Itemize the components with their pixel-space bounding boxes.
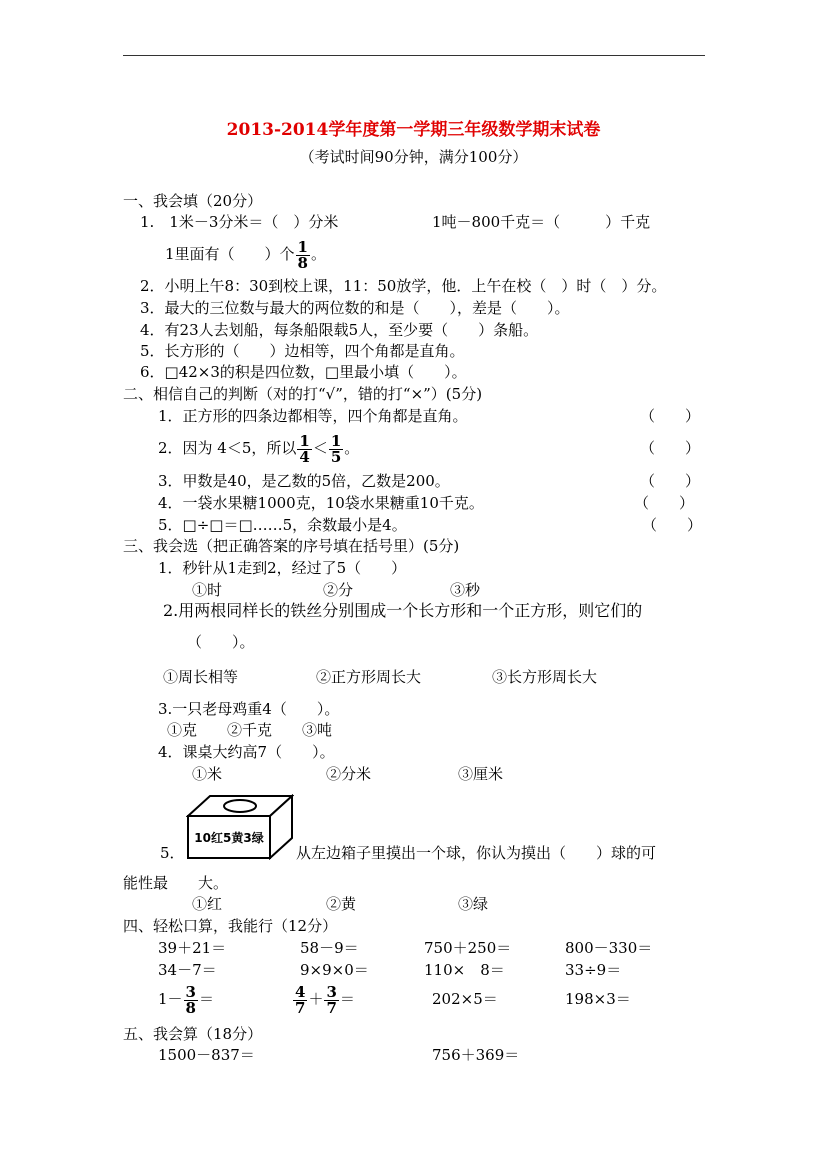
s3-q5-option-1: ①红 xyxy=(192,895,223,913)
box-label: 10红5黄3绿 xyxy=(194,831,264,845)
s3-q1: 1．秒针从1走到2，经过了5（ ） xyxy=(158,559,407,577)
s1-q1c-pre: 1里面有（ ）个 xyxy=(165,245,295,263)
s1-q5: 5．长方形的（ ）边相等，四个角都是直角。 xyxy=(140,342,465,360)
section-5-heading: 五、我会算（18分） xyxy=(123,1025,263,1043)
s2-q1-paren: （ ） xyxy=(640,407,701,425)
section-3-heading: 三、我会选（把正确答案的序号填在括号里）(5分) xyxy=(123,537,460,555)
fraction-four-sevenths: $\frac{4}{7}$ xyxy=(295,982,306,1017)
s4-r3-c3: 202×5＝ xyxy=(432,990,498,1008)
s1-q1b: 1吨－800千克＝（ ）千克 xyxy=(432,213,651,231)
s3-q4-option-2: ②分米 xyxy=(326,765,372,783)
s2-q2-paren: （ ） xyxy=(640,439,701,457)
s4-r2-c3: 110× 8＝ xyxy=(424,961,505,979)
s3-q1-option-2: ②分 xyxy=(323,581,354,599)
s4-r1-c3: 750＋250＝ xyxy=(424,939,512,957)
s3-q3: 3.一只老母鸡重4（ ）。 xyxy=(158,700,340,718)
s2-q5: 5．□÷□＝□……5，余数最小是4。 xyxy=(158,516,407,534)
fraction-three-sevenths: $\frac{3}{7}$ xyxy=(326,982,337,1017)
s2-q1: 1．正方形的四条边都相等，四个角都是直角。 xyxy=(158,407,468,425)
s1-q1c: 1里面有（ ）个 $\frac{1}{8}$ 。 xyxy=(165,237,326,272)
s3-q3-options: ①克 ②千克 ③吨 xyxy=(167,721,333,739)
header-rule xyxy=(123,55,705,56)
s3-q5-text: 从左边箱子里摸出一个球，你认为摸出（ ）球的可 xyxy=(296,844,657,862)
s4-r2-c4: 33÷9＝ xyxy=(565,961,622,979)
s4-r2-c1: 34－7＝ xyxy=(158,961,217,979)
s3-q2: 2.用两根同样长的铁丝分别围成一个长方形和一个正方形，则它们的 xyxy=(163,601,643,620)
s1-q1a: 1. 1米－3分米＝（ ）分米 xyxy=(140,213,339,231)
s3-q2-option-3: ③长方形周长大 xyxy=(492,668,598,686)
s4-r1-c1: 39＋21＝ xyxy=(158,939,227,957)
section-4-heading: 四、轻松口算，我能行（12分） xyxy=(123,917,338,935)
s3-q2-cont: （ ）。 xyxy=(187,633,255,651)
s3-q5-option-3: ③绿 xyxy=(458,895,489,913)
s1-q4: 4．有23人去划船，每条船限载5人，至少要（ ）条船。 xyxy=(140,321,539,339)
fraction-one-fourth: $\frac{1}{4}$ xyxy=(299,431,310,466)
section-1-heading: 一、我会填（20分） xyxy=(123,192,263,210)
s2-q2: 2．因为 4＜5，所以 $\frac{1}{4}$ ＜ $\frac{1}{5}$ 。 xyxy=(158,431,360,466)
s3-q2-option-1: ①周长相等 xyxy=(163,668,239,686)
s4-r3-c1: 1－ $\frac{3}{8}$ ＝ xyxy=(158,982,214,1017)
s3-q4-option-3: ③厘米 xyxy=(458,765,504,783)
s5-q2: 756＋369＝ xyxy=(432,1046,520,1064)
s2-q3: 3．甲数是40，是乙数的5倍，乙数是200。 xyxy=(158,472,450,490)
s4-r1-c2: 58－9＝ xyxy=(300,939,359,957)
exam-title: 2013-2014学年度第一学期三年级数学期末试卷 xyxy=(226,120,601,140)
s2-q4: 4．一袋水果糖1000克，10袋水果糖重10千克。 xyxy=(158,494,484,512)
s3-q1-option-1: ①时 xyxy=(192,581,223,599)
exam-subtitle: （考试时间90分钟，满分100分） xyxy=(299,148,528,166)
s2-q4-paren: （ ） xyxy=(634,494,695,512)
s3-q2-option-2: ②正方形周长大 xyxy=(316,668,422,686)
fraction-one-fifth: $\frac{1}{5}$ xyxy=(330,431,342,466)
s3-q1-option-3: ③秒 xyxy=(450,581,481,599)
s4-r3-c4: 198×3＝ xyxy=(565,990,631,1008)
fraction-three-eighths: $\frac{3}{8}$ xyxy=(185,982,196,1017)
s1-q6: 6．□42×3的积是四位数，□里最小填（ ）。 xyxy=(140,363,467,381)
s4-r2-c2: 9×9×0＝ xyxy=(300,961,369,979)
section-2-heading: 二、相信自己的判断（对的打“√”，错的打“×”）(5分) xyxy=(123,385,483,403)
s3-q5-number: 5． xyxy=(160,844,185,862)
s1-q3: 3．最大的三位数与最大的两位数的和是（ ），差是（ ）。 xyxy=(140,299,570,317)
s2-q3-paren: （ ） xyxy=(640,472,701,490)
s1-q2: 2．小明上午8：30到校上课，11：50放学，他．上午在校（ ）时（ ）分。 xyxy=(140,277,667,295)
fraction-one-eighth: $\frac{1}{8}$ xyxy=(297,237,308,272)
s3-q5-option-2: ②黄 xyxy=(326,895,357,913)
ball-box-image xyxy=(186,794,294,860)
s4-r1-c4: 800－330＝ xyxy=(565,939,653,957)
s5-q1: 1500－837＝ xyxy=(158,1046,255,1064)
s2-q5-paren: （ ） xyxy=(642,516,703,534)
s3-q5-cont: 能性最 大。 xyxy=(123,874,229,892)
s4-r3-c2: $\frac{4}{7}$ ＋ $\frac{3}{7}$ ＝ xyxy=(295,982,355,1017)
s3-q4: 4．课桌大约高7（ ）。 xyxy=(158,743,335,761)
s3-q4-option-1: ①米 xyxy=(192,765,223,783)
